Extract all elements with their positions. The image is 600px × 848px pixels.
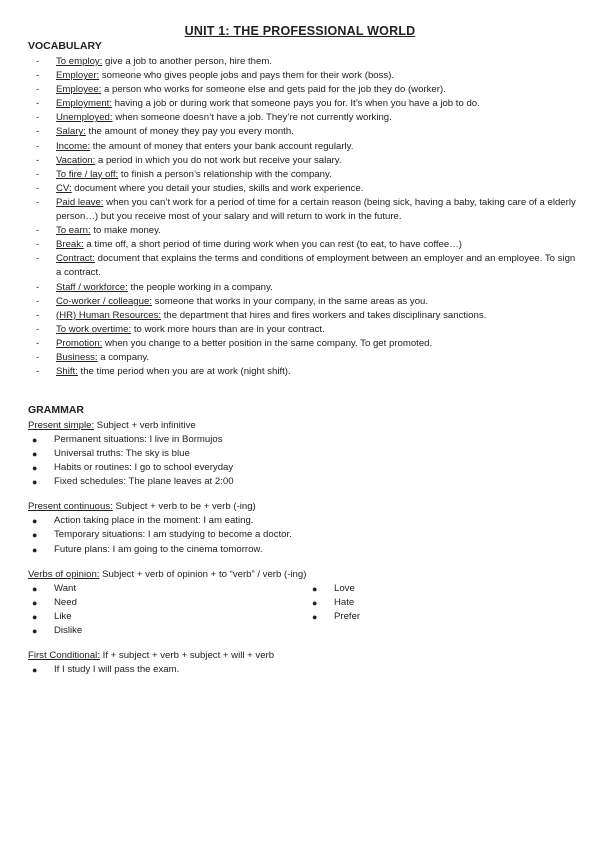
dash-marker: - bbox=[36, 351, 40, 363]
dash-marker: - bbox=[36, 281, 40, 293]
vocabulary-definition: a period in which you do not work but receive your salary. bbox=[95, 154, 342, 166]
vocabulary-term: To work overtime: bbox=[56, 323, 132, 335]
vocabulary-term: Paid leave: bbox=[56, 196, 104, 208]
vocabulary-definition: a person who works for someone else and gets paid for the job they do (worker). bbox=[101, 84, 446, 96]
dash-marker: - bbox=[36, 295, 40, 307]
vocabulary-item bbox=[36, 281, 576, 295]
dash-marker: - bbox=[36, 323, 40, 335]
vocabulary-item bbox=[36, 238, 576, 252]
vocabulary-definition: the amount of money they pay you every month. bbox=[85, 126, 294, 138]
bullet-icon: ● bbox=[32, 611, 38, 622]
dash-marker: - bbox=[36, 337, 40, 349]
present-simple-title: Present simple: bbox=[28, 420, 95, 431]
bullet-icon: ● bbox=[32, 449, 38, 460]
vocabulary-definition: to work more hours than are in your contract. bbox=[131, 323, 325, 335]
bullet-text: Hate bbox=[334, 596, 355, 608]
verbs-of-opinion-block bbox=[28, 568, 568, 638]
vocabulary-item bbox=[36, 337, 576, 351]
first-conditional-title: First Conditional: bbox=[28, 650, 100, 662]
bullet-text: If I study I will pass the exam. bbox=[54, 664, 180, 676]
vocabulary-definition: a time off, a short period of time during work when you can rest (to eat, to have coffee…) bbox=[83, 239, 462, 251]
vocabulary-definition: someone that works in your company, in the same areas as you. bbox=[151, 295, 429, 307]
bullet-item bbox=[308, 610, 568, 624]
vocabulary-item bbox=[36, 69, 576, 83]
first-conditional-formula: If + subject + verb + subject + will + verb bbox=[99, 650, 275, 662]
bullet-item bbox=[28, 528, 568, 542]
vocabulary-term: Business: bbox=[56, 351, 98, 363]
bullet-item bbox=[308, 596, 568, 610]
grammar-heading: GRAMMAR bbox=[28, 404, 84, 416]
vocabulary-definition: the people working in a company. bbox=[127, 281, 273, 293]
dash-marker: - bbox=[36, 168, 40, 180]
vocabulary-heading: VOCABULARY bbox=[28, 40, 102, 52]
vocabulary-term: (HR) Human Resources: bbox=[56, 309, 162, 321]
vocabulary-definition: give a job to another person, hire them. bbox=[102, 56, 272, 67]
bullet-item bbox=[28, 543, 568, 557]
bullet-item bbox=[28, 433, 568, 447]
bullet-text: Temporary situations: I am studying to become a doctor. bbox=[54, 529, 292, 541]
vocabulary-term: Promotion: bbox=[56, 337, 103, 349]
bullet-item bbox=[28, 461, 568, 475]
vocabulary-definition: having a job or during work that someone pays you for. It’s when you have a job to do. bbox=[111, 98, 480, 110]
vocabulary-item bbox=[36, 365, 576, 379]
bullet-text: Like bbox=[54, 610, 72, 622]
bullet-item bbox=[28, 663, 568, 677]
bullet-item bbox=[28, 582, 308, 596]
vocabulary-item bbox=[36, 182, 576, 196]
bullet-icon: ● bbox=[32, 435, 38, 445]
bullet-text: Universal truths: The sky is blue bbox=[54, 448, 190, 460]
vocabulary-item bbox=[36, 196, 576, 224]
present-continuous-list bbox=[28, 514, 568, 556]
vocabulary-item bbox=[36, 252, 576, 280]
vocabulary-term: To earn: bbox=[56, 225, 91, 237]
bullet-icon: ● bbox=[32, 665, 38, 676]
vocabulary-item bbox=[36, 309, 576, 323]
vocabulary-term: Staff / workforce: bbox=[56, 281, 128, 293]
bullet-text: Fixed schedules: The plane leaves at 2:00 bbox=[54, 476, 234, 488]
bullet-icon: ● bbox=[32, 477, 38, 488]
bullet-text: Want bbox=[54, 582, 77, 594]
verbs-of-opinion-col2 bbox=[308, 582, 568, 638]
bullet-text: Love bbox=[334, 582, 355, 594]
vocabulary-item bbox=[36, 154, 576, 168]
bullet-icon: ● bbox=[312, 597, 318, 608]
vocabulary-item bbox=[36, 83, 576, 97]
present-simple-list bbox=[28, 433, 568, 489]
bullet-text: Future plans: I am going to the cinema tomorrow. bbox=[54, 543, 263, 555]
present-continuous-formula: Subject + verb to be + verb (-ing) bbox=[112, 501, 256, 513]
vocabulary-item bbox=[36, 111, 576, 125]
page-title: UNIT 1: THE PROFESSIONAL WORLD bbox=[184, 24, 416, 38]
bullet-icon: ● bbox=[32, 516, 38, 527]
dash-marker: - bbox=[36, 70, 40, 82]
dash-marker: - bbox=[36, 154, 40, 166]
present-simple-block bbox=[28, 419, 568, 489]
dash-marker: - bbox=[36, 253, 40, 265]
bullet-item bbox=[28, 514, 568, 528]
bullet-item bbox=[308, 582, 568, 596]
verbs-of-opinion-formula: Subject + verb of opinion + to “verb” / verb (-ing) bbox=[99, 568, 307, 580]
vocabulary-definition: the time period when you are at work (night shift). bbox=[77, 366, 291, 378]
dash-marker: - bbox=[36, 56, 40, 67]
bullet-text: Habits or routines: I go to school everyday bbox=[54, 462, 234, 474]
dash-marker: - bbox=[36, 84, 40, 96]
vocabulary-definition: document where you detail your studies, skills and work experience. bbox=[71, 182, 364, 194]
vocabulary-term: Employment: bbox=[56, 98, 112, 110]
vocabulary-term: Break: bbox=[56, 239, 84, 251]
vocabulary-term: Income: bbox=[56, 140, 91, 152]
dash-marker: - bbox=[36, 140, 40, 152]
vocabulary-definition: document that explains the terms and conditions of employment between an employer and an employee. To sign a contract. bbox=[56, 253, 576, 279]
vocabulary-term: Unemployed: bbox=[56, 112, 113, 124]
grammar-section bbox=[28, 419, 568, 688]
dash-marker: - bbox=[36, 196, 40, 208]
vocabulary-term: Contract: bbox=[56, 253, 95, 265]
vocabulary-item bbox=[36, 140, 576, 154]
verbs-of-opinion-col1 bbox=[28, 582, 308, 638]
verbs-of-opinion-title: Verbs of opinion: bbox=[28, 568, 100, 580]
present-simple-formula: Subject + verb infinitive bbox=[94, 420, 196, 431]
bullet-text: Dislike bbox=[54, 624, 83, 636]
vocabulary-list bbox=[36, 55, 576, 379]
vocabulary-definition: the amount of money that enters your bank account regularly. bbox=[90, 140, 354, 152]
vocabulary-item bbox=[36, 97, 576, 111]
vocabulary-definition: when you can’t work for a period of time for a certain reason (being sick, having a baby, taking care of a elderly person…) but you receive most of your salary and will return to work in the future. bbox=[56, 196, 576, 223]
vocabulary-definition: when you change to a better position in the same company. To get promoted. bbox=[102, 337, 433, 349]
bullet-text: Prefer bbox=[334, 610, 361, 622]
vocabulary-item bbox=[36, 351, 576, 365]
dash-marker: - bbox=[36, 126, 40, 138]
vocabulary-definition: the department that hires and fires workers and takes disciplinary sanctions. bbox=[161, 309, 487, 321]
bullet-item bbox=[28, 447, 568, 461]
vocabulary-term: To fire / lay off: bbox=[56, 168, 119, 180]
dash-marker: - bbox=[36, 309, 40, 321]
vocabulary-item bbox=[36, 125, 576, 139]
bullet-icon: ● bbox=[32, 625, 38, 636]
vocabulary-term: Vacation: bbox=[56, 154, 96, 166]
dash-marker: - bbox=[36, 239, 40, 251]
bullet-item bbox=[28, 475, 568, 489]
vocabulary-item bbox=[36, 55, 576, 69]
present-continuous-block bbox=[28, 500, 568, 556]
vocabulary-term: Salary: bbox=[56, 126, 86, 138]
vocabulary-definition: when someone doesn’t have a job. They’re not currently working. bbox=[112, 112, 392, 124]
vocabulary-term: Co-worker / colleague: bbox=[56, 295, 152, 307]
bullet-icon: ● bbox=[312, 611, 318, 622]
vocabulary-term: To employ: bbox=[56, 56, 103, 67]
vocabulary-term: Employee: bbox=[56, 84, 102, 96]
bullet-text: Permanent situations: I live in Bormujos bbox=[54, 434, 223, 445]
bullet-icon: ● bbox=[32, 530, 38, 541]
vocabulary-definition: to make money. bbox=[90, 225, 161, 237]
bullet-text: Action taking place in the moment: I am eating. bbox=[54, 515, 254, 527]
vocabulary-term: Shift: bbox=[56, 366, 78, 378]
dash-marker: - bbox=[36, 225, 40, 237]
dash-marker: - bbox=[36, 112, 40, 124]
vocabulary-term: CV: bbox=[56, 182, 72, 194]
vocabulary-item bbox=[36, 224, 576, 238]
vocabulary-definition: someone who gives people jobs and pays them for their work (boss). bbox=[99, 70, 395, 82]
dash-marker: - bbox=[36, 98, 40, 110]
first-conditional-block bbox=[28, 649, 568, 677]
present-continuous-title: Present continuous: bbox=[28, 501, 113, 513]
bullet-icon: ● bbox=[32, 463, 38, 474]
vocabulary-definition: a company. bbox=[97, 351, 150, 363]
bullet-text: Need bbox=[54, 596, 77, 608]
vocabulary-item bbox=[36, 295, 576, 309]
bullet-icon: ● bbox=[32, 597, 38, 608]
dash-marker: - bbox=[36, 182, 40, 194]
bullet-item bbox=[28, 610, 308, 624]
bullet-icon: ● bbox=[32, 544, 38, 555]
vocabulary-item bbox=[36, 323, 576, 337]
bullet-icon: ● bbox=[32, 583, 38, 594]
bullet-item bbox=[28, 596, 308, 610]
vocabulary-term: Employer: bbox=[56, 70, 100, 82]
bullet-icon: ● bbox=[312, 583, 318, 594]
dash-marker: - bbox=[36, 366, 40, 378]
vocabulary-item bbox=[36, 168, 576, 182]
first-conditional-list bbox=[28, 663, 568, 677]
bullet-item bbox=[28, 624, 308, 638]
vocabulary-definition: to finish a person’s relationship with the company. bbox=[118, 168, 332, 180]
